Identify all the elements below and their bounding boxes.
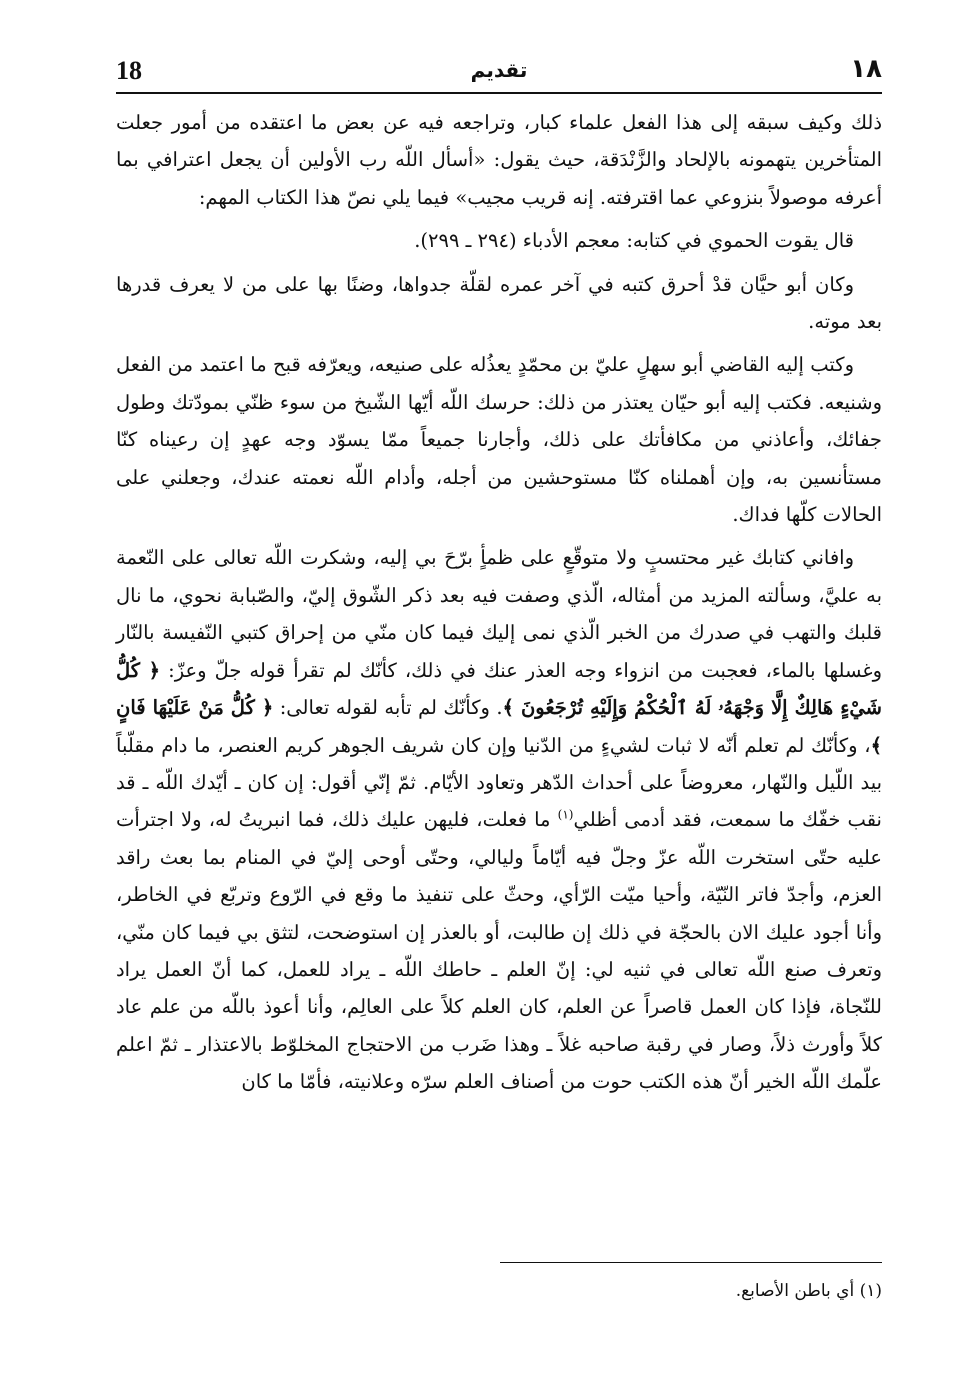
paragraph-4: وكتب إليه القاضي أبو سهلٍ عليّ بن محمّدٍ يعذُله على صنيعه، ويعرّفه قبح ما اعتمد من الفعل وشنيعه. فكتب إليه أبو حيّان يعتذر من ذلك: حرسك اللّه أيّها الشّيخ من سوء ظنّي بمودّتك وطول جفائك، وأعاذني من مكافأتك على ذلك، وأجارنا جميعاً ممّا يسوّد وجه عهدٍ إن رعيناه كنّا مستأنسين به، وإن أهملناه كنّا مستوحشين من أجله، وأدام اللّه نعمته عندك، وجعلني على الحالات كلّها فداك.	[116, 353, 882, 527]
paragraph-5-part-2: . وكأنّك لم تأبه لقوله تعالى:	[279, 696, 503, 720]
page-number-latin: 18	[116, 56, 142, 85]
running-title: تقديم	[470, 58, 528, 82]
quran-verse-1: ﴿ كُلُّ شَيْءٍ هَالِكٌ إِلَّا وَجْهَهُۥ لَهُ ٱلْحُكْمُ وَإِلَيْهِ تُرْجَعُونَ ﴾	[116, 658, 882, 720]
footnote-marker[interactable]: (١)	[557, 807, 574, 822]
header-divider	[116, 92, 882, 94]
paragraph-1: ذلك وكيف سبقه إلى هذا الفعل علماء كبار، وتراجعه فيه عن بعض ما اعتقده من أمور جعلت المتأخرين يتهمونه بالإلحاد والزَّنْدَقة، حيث يقول: «أسأل اللّه رب الأولين أن يجعل اعترافي بما أعرفه موصولاً بنزوعي عما اقترفته. إنه قريب مجيب» فيما يلي نصّ هذا الكتاب المهم:	[116, 111, 882, 209]
paragraph-5-part-4: ما فعلت، فليهن عليك ذلك، فما انبريتُ له، ولا اجترأت عليه حتّى استخرت اللّه عزّ وجلّ فيه أيّاماً وليالي، وحتّى أوحى إليّ في المنام بما بعث راقد العزم، وأجدّ فاتر النّيّة، وأحيا ميّت الرّأي، وحثّ على تنفيذ ما وقع في الرّوع وتربّع في الخاطر، وأنا أجود عليك الان بالحجّة في ذلك إن طالبت، أو بالعذر إن استوضحت، لتثق بي فيما كان منّي، وتعرف صنع اللّه تعالى في ثنيه لي: إنّ العلم ـ حاطك اللّه ـ يراد للعمل، كما أنّ العمل يراد للنّجاة، فإذا كان العمل قاصراً عن العلم، كان العلم كلاً على العالِم، وأنا أعوذ باللّه من علم عاد كلاً وأورث ذلاً، وصار في رقبة صاحبه غلاً ـ وهذا ضَرب من الاحتجاج المخلوّط بالاعتذار ـ ثمّ اعلم علّمك اللّه الخير أنّ هذه الكتب حوت من أصناف العلم سرّه وعلانيته، فأمّا ما كان	[116, 808, 882, 1094]
quran-verse-2: ﴿ كُلُّ مَنْ عَلَيْهَا فَانٍ ﴾	[116, 696, 882, 757]
body-text	[116, 104, 882, 1101]
paragraph-3: وكان أبو حيَّان قدْ أحرق كتبه في آخر عمره لقلّة جدواها، وضنًا بها على من لا يعرف قدرها بعد موته.	[116, 272, 882, 334]
paragraph-5-part-3: ، وكأنّك لم تعلم أنّه لا ثبات لشيءٍ من الدّنيا وإن كان شريف الجوهر كريم العنصر، ما دام مقلّباً بيد اللّيل والنّهار، معروضاً على أحداث الدّهر وتعاود الأيّام. ثمّ إنّي أقول: إن كان ـ أيّدك اللّه ـ قد نقب خفّك ما سمعت، فقد أدمى أظلي	[116, 733, 882, 832]
paragraph-5-part-1: وافاني كتابك غير محتسبٍ ولا متوقّعٍ على ظمأٍ برّحَ بي إليه، وشكرت اللّه تعالى على النّعمة به عليَّ، وسألته المزيد من أمثاله، الّذي وصفت فيه بعد ذكر الشّوق إليّ، والصّبابة نحوي، ما نال قلبك والتهب في صدرك من الخبر الّذي نمى إليك فيما كان منّي من إحراق كتبي النّفيسة بالنّار وغسلها بالماء، فعجبت من انزواء وجه العذر عنك في ذلك، كأنّك لم تقرأ قوله جلّ وعزّ:	[116, 546, 882, 682]
paragraph-2: قال يقوت الحموي في كتابه: معجم الأدباء (٢٩٤ ـ ٢٩٩).	[414, 229, 854, 253]
page-number-arabic: ١٨	[850, 54, 882, 84]
page-header	[116, 54, 882, 94]
footnote: (١) أي باطن الأصابع.	[735, 1281, 882, 1301]
paragraph-5	[116, 539, 882, 1100]
footnote-divider	[500, 1262, 882, 1263]
